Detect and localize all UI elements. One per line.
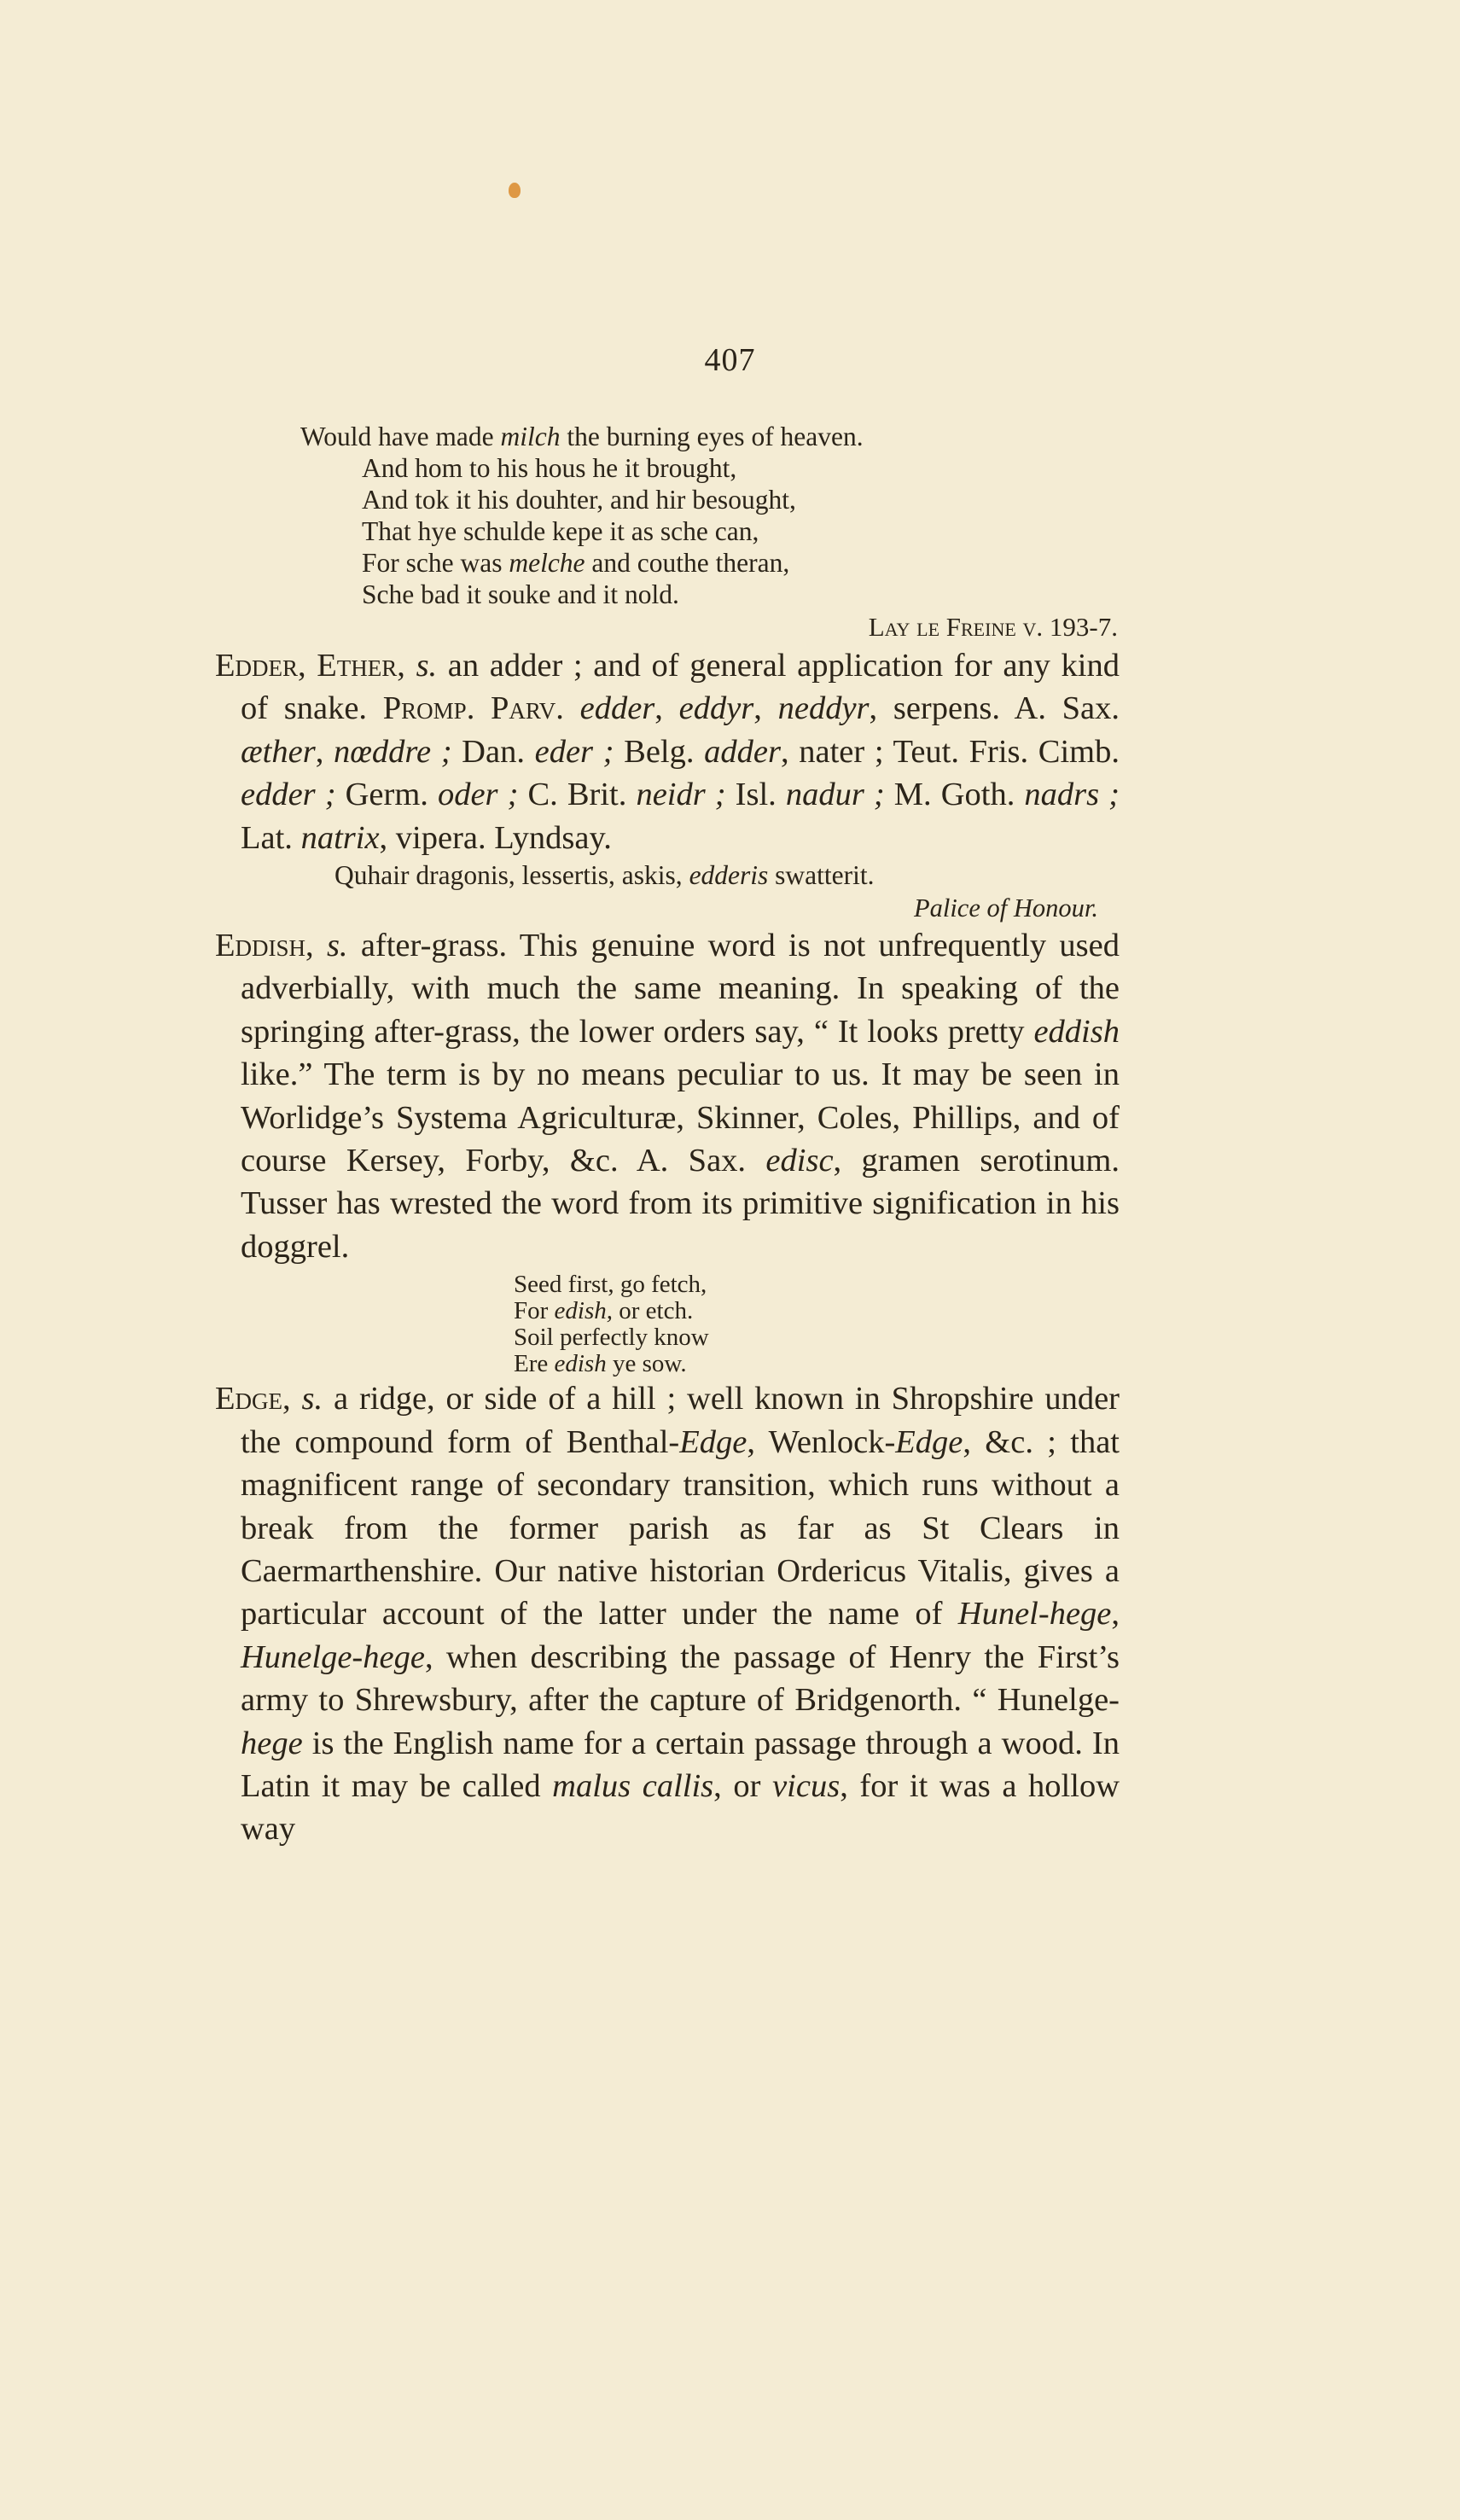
verse-line: Would have made milch the burning eyes of heaven. xyxy=(300,422,864,451)
verse-line: And hom to his hous he it brought, xyxy=(362,453,737,483)
citation: Palice of Honour. xyxy=(913,893,1098,923)
page-text xyxy=(215,421,1120,1851)
page-number: 407 xyxy=(704,342,756,378)
headword: Edder, Ether, xyxy=(215,648,405,684)
entry-edder: Edder, Ether, s. an adder ; and of general application for any kind of snake. Promp. Parv. edder, eddyr, neddyr, serpens. A. Sax. æther, nœddre ; Dan. eder ; Belg. adder, nater ; Teut. Fris. Cimb. edder ; Germ. oder ; C. Brit. neidr ; Isl. nadur ; M. Goth. nadrs ; Lat. natrix, vipera. Lyndsay. xyxy=(215,648,1120,856)
poem-line: Seed first, go fetch, xyxy=(514,1271,707,1299)
poem-line: Soil perfectly know xyxy=(514,1324,709,1352)
entry-edge: Edge, s. a ridge, or side of a hill ; well known in Shropshire under the compound form of Benthal-Edge, Wenlock-Edge, &c. ; that magnificent range of secondary transition, which runs without a break from the former parish as far as St Clears in Caermarthenshire. Our native historian Ordericus Vitalis, gives a particular account of the latter under the name of Hunel-hege, Hunelge-hege, when describing the passage of Henry the First’s army to Shrewsbury, after the capture of Bridgenorth. “ Hunelge-hege is the English name for a certain passage through a wood. In Latin it may be called malus callis, or vicus, for it was a hollow way xyxy=(215,1381,1120,1848)
verse-line: For sche was melche and couthe theran, xyxy=(362,548,790,578)
verse-line: And tok it his douhter, and hir besought, xyxy=(362,485,796,515)
headword: Edge, xyxy=(215,1381,291,1417)
entry-eddish: Eddish, s. after-grass. This genuine word is not unfrequently used adverbially, with much the same meaning. In speaking of the springing after-grass, the lower orders say, “ It looks pretty eddish like.” The term is by no means peculiar to us. It may be seen in Worlidge’s Systema Agriculturæ, Skinner, Coles, Phillips, and of course Kersey, Forby, &c. A. Sax. edisc, gramen serotinum. Tusser has wrested the word from its primitive signification in his doggrel. xyxy=(215,928,1120,1265)
quotation-line: Quhair dragonis, lessertis, askis, edderis swatterit. xyxy=(334,860,875,891)
poem-line: For edish, or etch. xyxy=(514,1297,694,1325)
headword: Eddish, xyxy=(215,928,314,964)
citation: Lay le Freine v. 193-7. xyxy=(868,612,1118,642)
verse-quotation xyxy=(215,421,1120,610)
ink-stain xyxy=(509,183,521,198)
verse-line: That hye schulde kepe it as sche can, xyxy=(362,516,759,546)
verse-line: Sche bad it souke and it nold. xyxy=(362,579,679,609)
poem-line: Ere edish ye sow. xyxy=(514,1350,687,1378)
poem-quotation xyxy=(215,1272,1120,1377)
